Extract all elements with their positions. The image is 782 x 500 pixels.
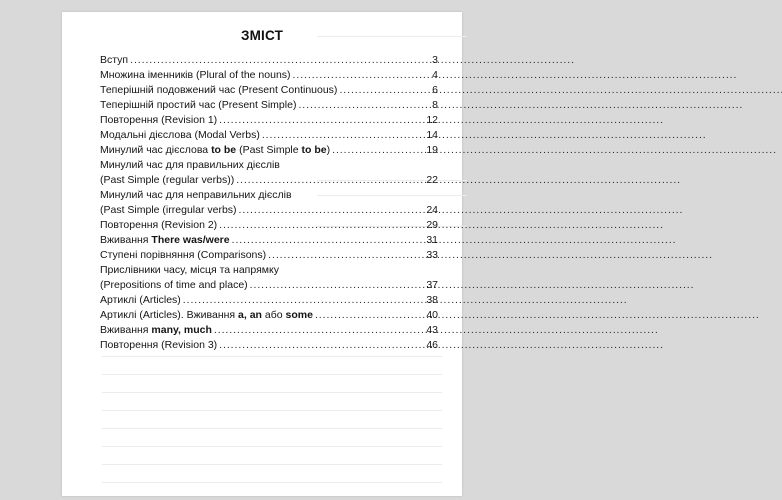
toc-entry bbox=[100, 98, 438, 113]
toc-dot-leader bbox=[239, 203, 425, 218]
toc-entry-title-part: ) bbox=[326, 144, 331, 156]
toc-entry bbox=[100, 263, 438, 293]
toc-page-number: 40 bbox=[426, 309, 438, 321]
toc-page-number: 3 bbox=[432, 54, 438, 66]
toc-dot-leader bbox=[315, 308, 424, 323]
toc-entry-row bbox=[100, 308, 438, 323]
toc-entry-title-part: Множина іменників (Plural of the nouns) bbox=[100, 69, 291, 81]
toc-page-number: 4 bbox=[432, 69, 438, 81]
toc-entry-title-part: Вживання bbox=[100, 324, 152, 336]
toc-page-number: 22 bbox=[426, 174, 438, 186]
toc-entry-title bbox=[100, 173, 234, 188]
toc-dot-leader bbox=[262, 128, 425, 143]
toc-entry-title bbox=[100, 143, 330, 158]
toc-page-number: 14 bbox=[426, 129, 438, 141]
show-through-line bbox=[102, 482, 442, 483]
toc-entry bbox=[100, 68, 438, 83]
toc-entry-heading: Минулий час для неправильних дієслів bbox=[100, 189, 292, 201]
toc-entry-title bbox=[100, 203, 237, 218]
toc-entry bbox=[100, 248, 438, 263]
toc-entry-title bbox=[100, 278, 248, 293]
toc-entry-row bbox=[100, 173, 438, 188]
toc-entry-title-part: Артиклі (Articles) bbox=[100, 294, 181, 306]
toc-entry-row bbox=[100, 248, 438, 263]
toc-entry-title-part: Повторення (Revision 2) bbox=[100, 219, 218, 231]
toc-entry-row bbox=[100, 338, 438, 353]
toc-entry bbox=[100, 233, 438, 248]
toc-entry-row bbox=[100, 68, 438, 83]
toc-entry-title-part: Вживання bbox=[100, 234, 152, 246]
toc-title: ЗМІСТ bbox=[240, 28, 284, 43]
toc-dot-leader bbox=[298, 98, 430, 113]
toc-dot-leader bbox=[130, 53, 430, 68]
show-through-line bbox=[102, 464, 442, 465]
toc-entry-title-part: або bbox=[261, 309, 286, 321]
toc-entry bbox=[100, 83, 438, 98]
toc-entry-title-part: Артиклі (Articles). Вживання bbox=[100, 309, 239, 321]
toc-entry-title bbox=[100, 68, 291, 83]
toc-page-number: 19 bbox=[426, 144, 438, 156]
toc-entry-title bbox=[100, 338, 217, 353]
toc-dot-leader bbox=[232, 233, 425, 248]
document-page bbox=[62, 12, 462, 496]
toc-dot-leader bbox=[219, 218, 424, 233]
toc-entry-row bbox=[100, 323, 438, 338]
toc-entry-title bbox=[100, 53, 128, 68]
toc-entry-title-part: Теперішній простий час (Present Simple) bbox=[100, 99, 297, 111]
toc-entry-title-part: (Past Simple bbox=[236, 144, 302, 156]
toc-dot-leader bbox=[339, 83, 430, 98]
toc-page-number: 37 bbox=[426, 279, 438, 291]
show-through-line bbox=[102, 410, 442, 411]
toc-entry-title bbox=[100, 248, 266, 263]
toc-page-number: 6 bbox=[432, 84, 438, 96]
toc-entry-title-part: some bbox=[285, 309, 313, 321]
toc-dot-leader bbox=[214, 323, 424, 338]
toc-entry-title bbox=[100, 98, 296, 113]
toc-entry-title-part: Модальні дієслова (Modal Verbs) bbox=[100, 129, 260, 141]
toc-entry-title-part: Повторення (Revision 1) bbox=[100, 114, 218, 126]
toc-page-number: 24 bbox=[426, 204, 438, 216]
toc-entry-title-part: Минулий час дієслова bbox=[100, 144, 212, 156]
toc-entry bbox=[100, 53, 438, 68]
toc-entry bbox=[100, 143, 438, 158]
toc-entry-row bbox=[100, 293, 438, 308]
toc-entry bbox=[100, 188, 438, 218]
toc-page-number: 8 bbox=[432, 99, 438, 111]
toc-entry bbox=[100, 293, 438, 308]
show-through-line bbox=[102, 392, 442, 393]
toc-entry-title bbox=[100, 293, 181, 308]
toc-page-number: 43 bbox=[426, 324, 438, 336]
toc-entry-title bbox=[100, 128, 260, 143]
show-through-line bbox=[102, 374, 442, 375]
toc-entry bbox=[100, 128, 438, 143]
toc-entry bbox=[100, 308, 438, 323]
toc-entry-heading: Минулий час для правильних дієслів bbox=[100, 159, 280, 171]
toc-page-number: 31 bbox=[426, 234, 438, 246]
toc-entry-title bbox=[100, 323, 212, 338]
toc-entry bbox=[100, 113, 438, 128]
toc-entry-row bbox=[100, 83, 438, 98]
toc-entry-row bbox=[100, 218, 438, 233]
toc-dot-leader bbox=[293, 68, 431, 83]
toc-entry-row bbox=[100, 128, 438, 143]
toc-entry-title bbox=[100, 83, 337, 98]
toc-entry-row bbox=[100, 278, 438, 293]
toc-entry-title-part: to be bbox=[301, 144, 327, 156]
toc-entry-title-part: Вступ bbox=[100, 54, 129, 66]
toc-page-number: 38 bbox=[426, 294, 438, 306]
toc-entry-title-part: Повторення (Revision 3) bbox=[100, 339, 218, 351]
toc-entry bbox=[100, 218, 438, 233]
toc-entry-title-part: Ступені порівняння (Comparisons) bbox=[100, 249, 267, 261]
toc-dot-leader bbox=[268, 248, 424, 263]
toc-entry-title-part: (Past Simple (regular verbs)) bbox=[100, 174, 235, 186]
toc-entry-row bbox=[100, 143, 438, 158]
toc-entry-title bbox=[100, 113, 217, 128]
toc-entry bbox=[100, 323, 438, 338]
toc-entry-title-part: There was/were bbox=[151, 234, 230, 246]
show-through-line bbox=[102, 428, 442, 429]
toc-entry-title-part: a, an bbox=[238, 309, 262, 321]
table-of-contents bbox=[100, 53, 438, 353]
toc-entry bbox=[100, 338, 438, 353]
toc-entry-title-part: (Past Simple (irregular verbs) bbox=[100, 204, 237, 216]
toc-dot-leader bbox=[183, 293, 425, 308]
toc-dot-leader bbox=[236, 173, 424, 188]
toc-page-number: 33 bbox=[426, 249, 438, 261]
toc-entry-row bbox=[100, 53, 438, 68]
show-through-line bbox=[102, 446, 442, 447]
toc-dot-leader bbox=[219, 338, 424, 353]
toc-entry-title bbox=[100, 218, 217, 233]
toc-entry bbox=[100, 158, 438, 188]
toc-page-number: 46 bbox=[426, 339, 438, 351]
toc-entry-title bbox=[100, 233, 230, 248]
toc-entry-row bbox=[100, 113, 438, 128]
show-through-line bbox=[102, 356, 442, 357]
toc-entry-title-part: to be bbox=[211, 144, 237, 156]
toc-page-number: 29 bbox=[426, 219, 438, 231]
toc-page-number: 12 bbox=[426, 114, 438, 126]
toc-dot-leader bbox=[219, 113, 424, 128]
toc-entry-title bbox=[100, 308, 313, 323]
toc-entry-row bbox=[100, 203, 438, 218]
toc-entry-title-part: (Prepositions of time and place) bbox=[100, 279, 248, 291]
toc-entry-row bbox=[100, 233, 438, 248]
toc-entry-title-part: Теперішній подовжений час (Present Continuous) bbox=[100, 84, 338, 96]
toc-entry-heading: Прислівники часу, місця та напрямку bbox=[100, 264, 279, 276]
toc-dot-leader bbox=[250, 278, 425, 293]
toc-dot-leader bbox=[332, 143, 424, 158]
toc-entry-row bbox=[100, 98, 438, 113]
toc-entry-title-part: many, much bbox=[151, 324, 212, 336]
